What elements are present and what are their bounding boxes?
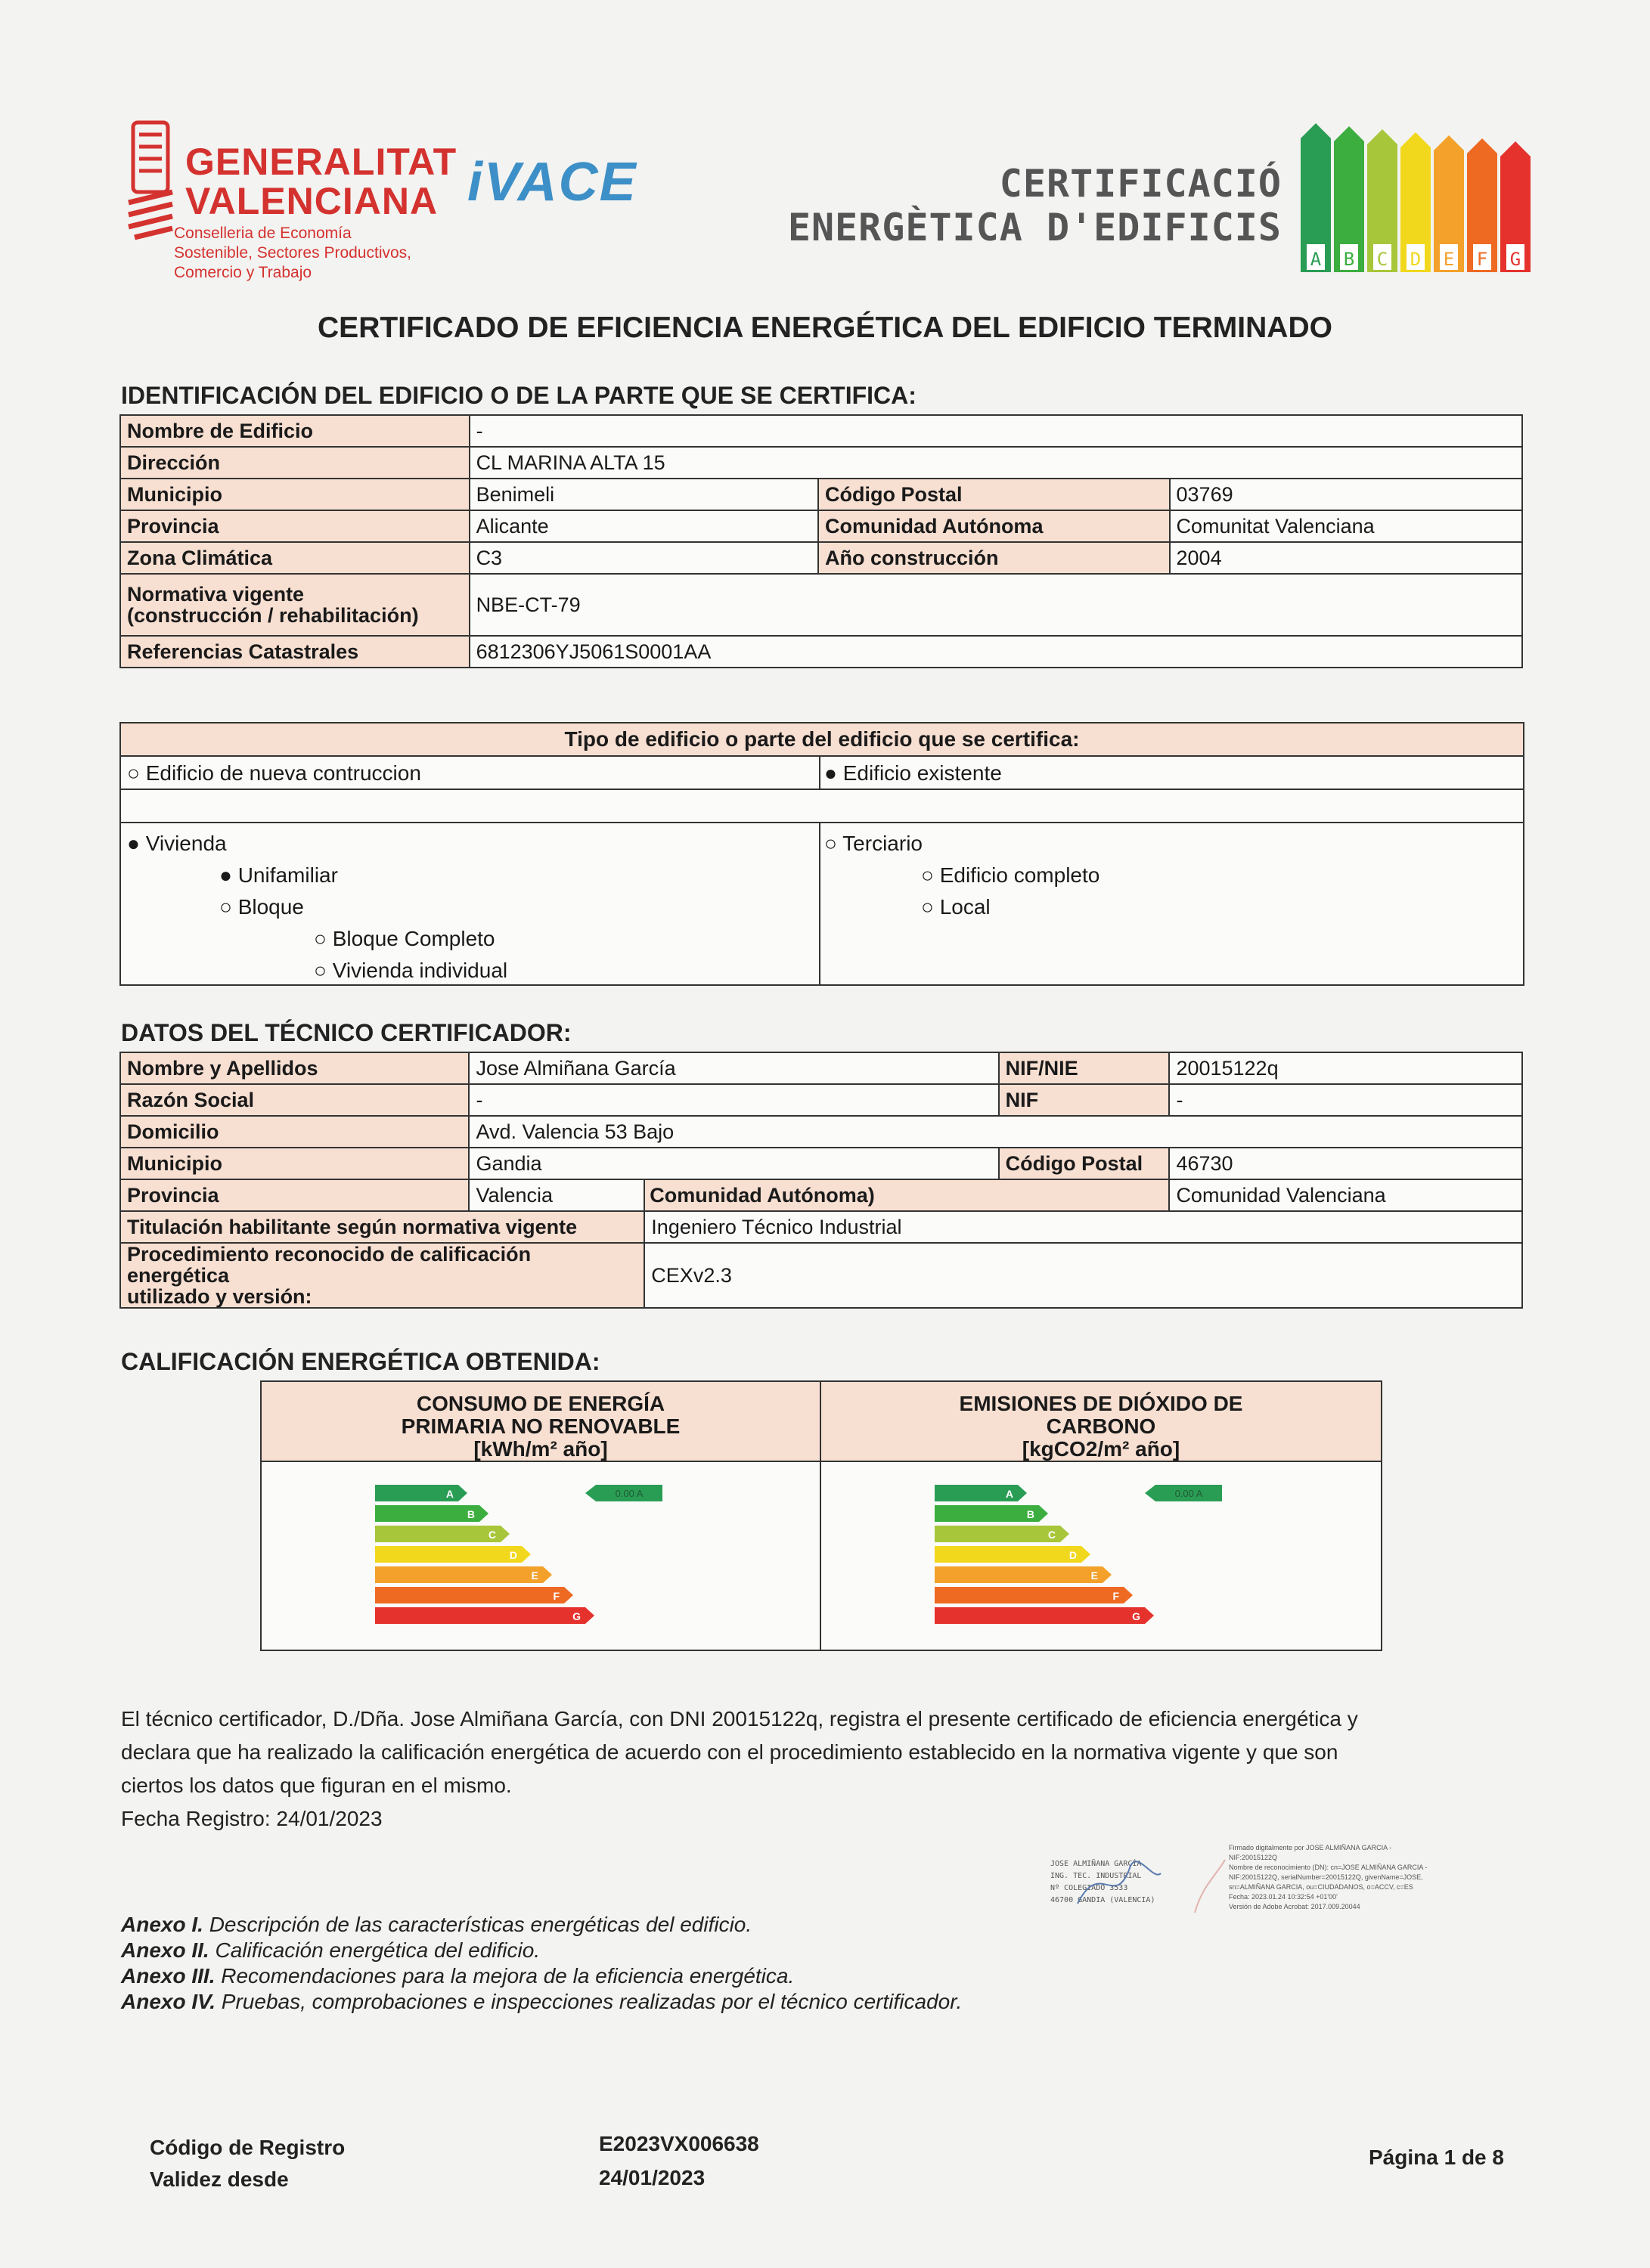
annex-text: Pruebas, comprobaciones e inspecciones realizadas por el técnico certificador. bbox=[221, 1990, 963, 2013]
annex-item bbox=[121, 1938, 540, 1963]
rating-letter: A bbox=[1005, 1488, 1013, 1500]
radio-local: ○ Local bbox=[921, 895, 991, 919]
nombre-edificio-label: Nombre de Edificio bbox=[120, 415, 470, 447]
table-row bbox=[120, 1211, 1522, 1243]
validez-value: 24/01/2023 bbox=[599, 2166, 706, 2189]
certificacio-title bbox=[788, 162, 1282, 249]
titulacion-value: Ingeniero Técnico Industrial bbox=[644, 1211, 1522, 1243]
table-row bbox=[120, 1148, 1522, 1179]
table-row bbox=[120, 415, 1522, 447]
stamp-line1: JOSE ALMIÑANA GARCÍA bbox=[1050, 1860, 1142, 1868]
direccion-label: Dirección bbox=[120, 447, 470, 479]
direccion-value: CL MARINA ALTA 15 bbox=[470, 447, 1522, 479]
fecha-registro: Fecha Registro: 24/01/2023 bbox=[121, 1807, 383, 1830]
annex-text: Descripción de las características energéticas del edificio. bbox=[209, 1913, 752, 1936]
energy-scale-logo bbox=[1301, 117, 1534, 276]
annex-label: Anexo I. bbox=[121, 1913, 203, 1936]
statement-paragraph bbox=[121, 1703, 1527, 1836]
digital-signature-text bbox=[1229, 1843, 1471, 1912]
radio-bloque-completo: ○ Bloque Completo bbox=[314, 927, 495, 950]
rating-letter: A bbox=[445, 1488, 454, 1500]
table-row bbox=[120, 636, 1522, 668]
radio-vivienda: ● Vivienda bbox=[127, 832, 227, 855]
rating-bar-g bbox=[935, 1607, 1154, 1624]
normativa-label-line1: Normativa vigente bbox=[127, 583, 305, 606]
codigo-postal-value: 03769 bbox=[1170, 479, 1522, 510]
annex-label: Anexo IV. bbox=[121, 1990, 216, 2013]
radio-nueva-construccion: ○ Edificio de nueva contruccion bbox=[127, 761, 421, 785]
normativa-label-line2: (construcción / rehabilitación) bbox=[127, 604, 419, 627]
normativa-label bbox=[120, 574, 470, 636]
tecnico-cp-label: Código Postal bbox=[999, 1148, 1170, 1179]
rating-value: 0.00 A bbox=[615, 1488, 644, 1499]
ano-construccion-value: 2004 bbox=[1170, 542, 1522, 574]
codigo-postal-label: Código Postal bbox=[818, 479, 1170, 510]
tecnico-comunidad-label: Comunidad Autónoma) bbox=[644, 1179, 1169, 1211]
digital-line1: Firmado digitalmente por JOSE ALMIÑANA GARCIA - bbox=[1229, 1844, 1392, 1851]
rating-indicator bbox=[585, 1485, 662, 1501]
scale-bar-a bbox=[1301, 123, 1331, 272]
generalitat-line1: GENERALITAT bbox=[185, 141, 457, 183]
scale-letter: D bbox=[1410, 249, 1422, 270]
radio-unifamiliar: ● Unifamiliar bbox=[219, 863, 338, 887]
tipo-edificio-title: Tipo de edificio o parte del edificio que se certifica: bbox=[121, 723, 1523, 757]
main-title: CERTIFICADO DE EFICIENCIA ENERGÉTICA DEL EDIFICIO TERMINADO bbox=[318, 311, 1332, 344]
generalitat-name bbox=[185, 142, 457, 221]
digital-line2: NIF:20015122Q bbox=[1229, 1854, 1278, 1861]
rating-letter: E bbox=[1090, 1569, 1098, 1582]
scale-bar-f bbox=[1467, 138, 1497, 272]
annex-label: Anexo III. bbox=[121, 1964, 216, 1988]
rating-letter: C bbox=[1047, 1529, 1056, 1541]
tecnico-provincia-label: Provincia bbox=[120, 1179, 469, 1211]
calificacion-box bbox=[260, 1380, 1382, 1651]
generalitat-line2: VALENCIANA bbox=[185, 180, 439, 222]
table-row bbox=[121, 790, 1523, 823]
divider bbox=[819, 823, 820, 984]
rating-bar-f bbox=[935, 1587, 1133, 1603]
razon-social-label: Razón Social bbox=[120, 1084, 469, 1116]
scale-bar-d bbox=[1400, 132, 1431, 272]
generalitat-shield-logo bbox=[127, 119, 174, 240]
consumo-header-unit: [kWh/m² año] bbox=[473, 1437, 608, 1461]
annex-item bbox=[121, 1964, 794, 1988]
statement-line2: declara que ha realizado la calificación energética de acuerdo con el procedimiento establecido en la normativa vigente y que son bbox=[121, 1740, 1338, 1764]
table-row bbox=[120, 447, 1522, 479]
table-row bbox=[120, 1179, 1522, 1211]
signature-flourish bbox=[1187, 1856, 1233, 1916]
emisiones-header-line1: EMISIONES DE DIÓXIDO DE bbox=[959, 1392, 1243, 1415]
ivace-logo: iVACE bbox=[467, 152, 637, 212]
procedimiento-label bbox=[120, 1243, 644, 1308]
page-number: Página 1 de 8 bbox=[1369, 2146, 1504, 2169]
nif-label: NIF bbox=[999, 1084, 1170, 1116]
scale-letter: A bbox=[1310, 249, 1322, 270]
tecnico-table bbox=[119, 1052, 1523, 1309]
rating-bar-b bbox=[375, 1505, 488, 1522]
emisiones-header-line2: CARBONO bbox=[1046, 1414, 1156, 1438]
table-row bbox=[120, 479, 1522, 510]
consumo-header bbox=[262, 1382, 820, 1462]
tecnico-nombre-label: Nombre y Apellidos bbox=[120, 1052, 469, 1084]
table-row bbox=[120, 542, 1522, 574]
comunidad-value: Comunitat Valenciana bbox=[1170, 510, 1522, 542]
signature-stamp bbox=[1047, 1851, 1176, 1919]
table-row bbox=[120, 1243, 1522, 1308]
rating-letter: E bbox=[531, 1569, 538, 1582]
normativa-value: NBE-CT-79 bbox=[470, 574, 1522, 636]
scale-bar-g bbox=[1500, 141, 1531, 272]
tecnico-municipio-value: Gandia bbox=[469, 1148, 998, 1179]
statement-line1: El técnico certificador, D./Dña. Jose Almiñana García, con DNI 20015122q, registra el presente certificado de eficiencia energética y bbox=[121, 1707, 1358, 1730]
rating-bar-f bbox=[375, 1587, 573, 1603]
calificacion-section-title: CALIFICACIÓN ENERGÉTICA OBTENIDA: bbox=[121, 1348, 600, 1375]
radio-edificio-existente: ● Edificio existente bbox=[824, 761, 1002, 785]
zona-climatica-value: C3 bbox=[470, 542, 818, 574]
tipo-edificio-box bbox=[119, 722, 1524, 986]
ano-construccion-label: Año construcción bbox=[818, 542, 1170, 574]
tecnico-nif-value: 20015122q bbox=[1169, 1052, 1522, 1084]
rating-letter: D bbox=[509, 1549, 517, 1561]
consumo-header-line2: PRIMARIA NO RENOVABLE bbox=[401, 1414, 681, 1438]
radio-edificio-completo: ○ Edificio completo bbox=[921, 863, 1100, 887]
stamp-line4: 46700 GANDIA (VALENCIA) bbox=[1050, 1896, 1155, 1904]
divider bbox=[819, 757, 820, 790]
rating-bar-d bbox=[935, 1546, 1090, 1563]
domicilio-value: Avd. Valencia 53 Bajo bbox=[469, 1116, 1522, 1148]
codigo-registro-value: E2023VX006638 bbox=[599, 2132, 759, 2155]
consumo-header-line1: CONSUMO DE ENERGÍA bbox=[416, 1392, 665, 1415]
annex-text: Calificación energética del edificio. bbox=[215, 1938, 541, 1962]
certificacio-line1: CERTIFICACIÓ bbox=[999, 162, 1282, 206]
scale-letter: G bbox=[1509, 249, 1521, 270]
rating-bar-e bbox=[935, 1566, 1112, 1583]
referencias-catastrales-value: 6812306YJ5061S0001AA bbox=[470, 636, 1522, 668]
digital-line7: Versión de Adobe Acrobat: 2017.009.20044 bbox=[1229, 1903, 1360, 1910]
table-row bbox=[120, 1052, 1522, 1084]
rating-letter: B bbox=[1026, 1508, 1034, 1520]
rating-bar-c bbox=[935, 1526, 1069, 1542]
municipio-label: Municipio bbox=[120, 479, 470, 510]
rating-bar-d bbox=[375, 1546, 531, 1563]
conselleria-line2: Sostenible, Sectores Productivos, bbox=[174, 244, 411, 262]
tecnico-comunidad-value: Comunidad Valenciana bbox=[1169, 1179, 1522, 1211]
procedimiento-label-line1: Procedimiento reconocido de calificación energética bbox=[127, 1243, 532, 1287]
codigo-registro-label: Código de Registro bbox=[150, 2136, 346, 2159]
provincia-label: Provincia bbox=[120, 510, 470, 542]
statement-line3: ciertos los datos que figuran en el mismo. bbox=[121, 1774, 512, 1797]
rating-letter: G bbox=[1132, 1610, 1140, 1622]
rating-value: 0.00 A bbox=[1174, 1488, 1203, 1499]
provincia-value: Alicante bbox=[470, 510, 818, 542]
ident-table bbox=[119, 414, 1523, 668]
emisiones-header-unit: [kgCO2/m² año] bbox=[1022, 1437, 1180, 1461]
stamp-line3: Nº COLEGIADO 3533 bbox=[1050, 1884, 1128, 1892]
scale-letter: E bbox=[1443, 249, 1455, 270]
scale-bar-b bbox=[1334, 126, 1364, 272]
conselleria-name bbox=[174, 224, 411, 283]
tecnico-nombre-value: Jose Almiñana García bbox=[469, 1052, 998, 1084]
divider bbox=[820, 1382, 821, 1650]
tecnico-nif-label: NIF/NIE bbox=[999, 1052, 1170, 1084]
conselleria-line3: Comercio y Trabajo bbox=[174, 264, 312, 281]
conselleria-line1: Conselleria de Economía bbox=[174, 225, 352, 242]
digital-line4: NIF:20015122Q, serialNumber=20015122Q, givenName=JOSE, bbox=[1229, 1873, 1423, 1881]
digital-line5: sn=ALMIÑANA GARCIA, ou=CIUDADANOS, o=ACCV, c=ES bbox=[1229, 1883, 1413, 1891]
scale-bar-e bbox=[1434, 135, 1464, 272]
certificacio-line2: ENERGÈTICA D'EDIFICIS bbox=[787, 206, 1282, 249]
validez-label: Validez desde bbox=[150, 2167, 289, 2191]
rating-letter: B bbox=[467, 1508, 475, 1520]
radio-bloque: ○ Bloque bbox=[219, 895, 304, 919]
comunidad-label: Comunidad Autónoma bbox=[818, 510, 1170, 542]
procedimiento-value: CEXv2.3 bbox=[644, 1243, 1522, 1308]
consumo-energy-scale bbox=[375, 1485, 693, 1636]
referencias-catastrales-label: Referencias Catastrales bbox=[120, 636, 470, 668]
digital-line6: Fecha: 2023.01.24 10:32:54 +01'00' bbox=[1229, 1893, 1338, 1901]
rating-letter: F bbox=[553, 1590, 560, 1602]
table-row bbox=[120, 1116, 1522, 1148]
annex-text: Recomendaciones para la mejora de la eficiencia energética. bbox=[221, 1964, 795, 1988]
scale-letter: F bbox=[1476, 249, 1488, 270]
digital-line3: Nombre de reconocimiento (DN): cn=JOSE ALMIÑANA GARCIA - bbox=[1229, 1864, 1428, 1871]
domicilio-label: Domicilio bbox=[120, 1116, 469, 1148]
rating-indicator bbox=[1145, 1485, 1222, 1501]
scale-bar-c bbox=[1367, 129, 1397, 272]
tecnico-section-title: DATOS DEL TÉCNICO CERTIFICADOR: bbox=[121, 1019, 572, 1046]
ident-section-title: IDENTIFICACIÓN DEL EDIFICIO O DE LA PARTE QUE SE CERTIFICA: bbox=[121, 382, 916, 409]
scale-letter: C bbox=[1376, 249, 1388, 270]
annex-item bbox=[121, 1990, 962, 2014]
titulacion-label: Titulación habilitante según normativa vigente bbox=[120, 1211, 644, 1243]
razon-social-value: - bbox=[469, 1084, 998, 1116]
rating-letter: D bbox=[1068, 1549, 1077, 1561]
rating-letter: G bbox=[572, 1610, 581, 1622]
table-row bbox=[120, 510, 1522, 542]
emisiones-header bbox=[821, 1382, 1381, 1462]
rating-bar-a bbox=[935, 1485, 1027, 1501]
table-row bbox=[120, 1084, 1522, 1116]
table-row bbox=[120, 574, 1522, 636]
rating-bar-b bbox=[935, 1505, 1048, 1522]
rating-bar-e bbox=[375, 1566, 552, 1583]
tecnico-municipio-label: Municipio bbox=[120, 1148, 469, 1179]
rating-bar-c bbox=[375, 1526, 510, 1542]
annex-item bbox=[121, 1913, 752, 1937]
rating-letter: F bbox=[1112, 1590, 1119, 1602]
tecnico-provincia-value: Valencia bbox=[469, 1179, 644, 1211]
radio-vivienda-individual: ○ Vivienda individual bbox=[314, 959, 508, 982]
rating-bar-g bbox=[375, 1607, 594, 1624]
emisiones-energy-scale bbox=[935, 1485, 1252, 1636]
tecnico-cp-value: 46730 bbox=[1169, 1148, 1522, 1179]
rating-bar-a bbox=[375, 1485, 467, 1501]
nombre-edificio-value: - bbox=[470, 415, 1522, 447]
scale-letter: B bbox=[1343, 249, 1355, 270]
annex-label: Anexo II. bbox=[121, 1938, 209, 1962]
nif-value: - bbox=[1169, 1084, 1522, 1116]
procedimiento-label-line2: utilizado y versión: bbox=[127, 1285, 312, 1308]
stamp-line2: ING. TEC. INDUSTRIAL bbox=[1050, 1872, 1142, 1880]
radio-terciario: ○ Terciario bbox=[824, 832, 923, 855]
zona-climatica-label: Zona Climática bbox=[120, 542, 470, 574]
rating-letter: C bbox=[488, 1529, 496, 1541]
municipio-value: Benimeli bbox=[470, 479, 818, 510]
